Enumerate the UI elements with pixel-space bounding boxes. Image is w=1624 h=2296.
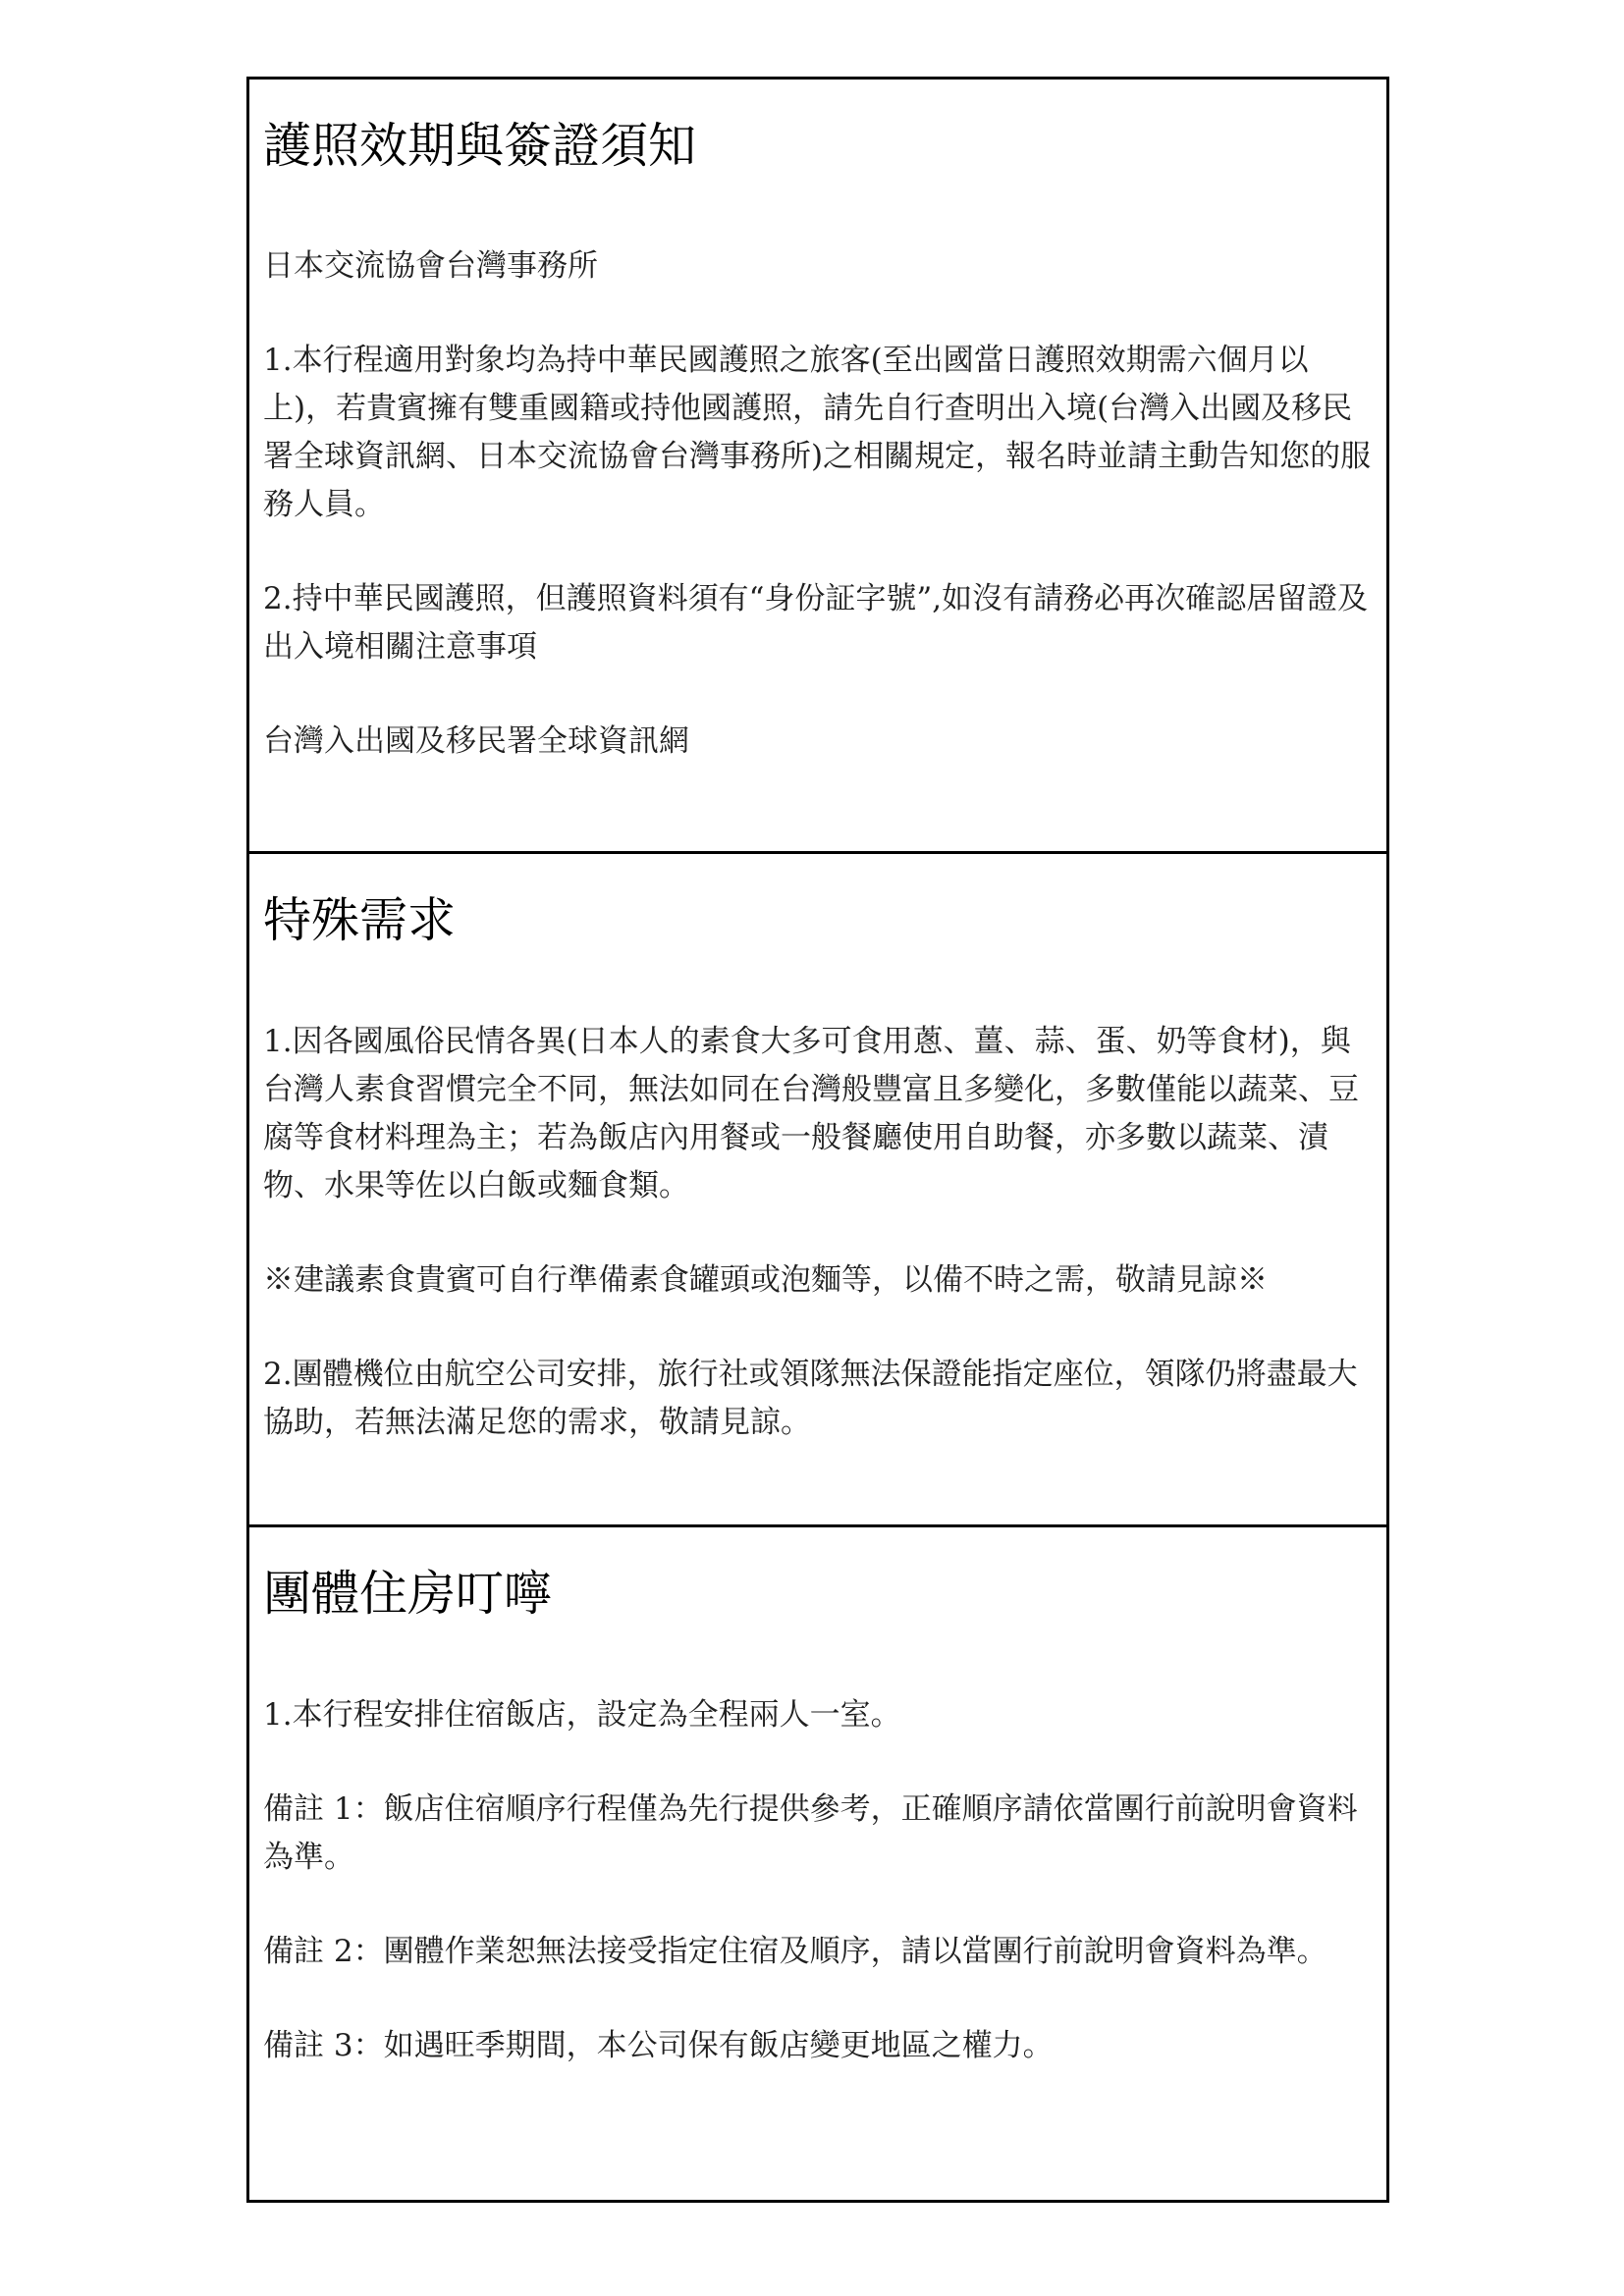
paragraph: 1.本行程安排住宿飯店，設定為全程兩人一室。 xyxy=(263,1697,901,1733)
passport-visa-section xyxy=(249,80,1386,854)
section-title: 團體住房叮嚀 xyxy=(263,1566,553,1622)
special-requests-section xyxy=(249,854,1386,1527)
section-title: 護照效期與簽證須知 xyxy=(263,118,697,174)
paragraph: 備註 3：如遇旺季期間，本公司保有飯店變更地區之權力。 xyxy=(263,2028,1054,2063)
group-rooming-section xyxy=(249,1527,1386,2200)
paragraph: 1.因各國風俗民情各異(日本人的素食大多可食用蔥、薑、蒜、蛋、奶等食材)，與台灣人素食習慣完全不同，無法如同在台灣般豐富且多變化，多數僅能以蔬菜、豆腐等食材料理為主；若為飯店內用餐或一般餐廳使用自助餐，亦多數以蔬菜、漬物、水果等佐以白飯或麵食類。 xyxy=(263,1024,1359,1203)
paragraph: 2.持中華民國護照，但護照資料須有“身份証字號”,如沒有請務必再次確認居留證及出入境相關注意事項 xyxy=(263,581,1369,665)
paragraph: 備註 2：團體作業恕無法接受指定住宿及順序，請以當團行前說明會資料為準。 xyxy=(263,1934,1327,1969)
paragraph: 1.本行程適用對象均為持中華民國護照之旅客(至出國當日護照效期需六個月以上)，若貴賓擁有雙重國籍或持他國護照，請先自行查明出入境(台灣入出國及移民署全球資訊網、日本交流協會台灣事務所)之相關規定，報名時並請主動告知您的服務人員。 xyxy=(263,343,1372,522)
paragraph: 2.團體機位由航空公司安排，旅行社或領隊無法保證能指定座位，領隊仍將盡最大協助，若無法滿足您的需求，敬請見諒。 xyxy=(263,1357,1358,1440)
paragraph: 日本交流協會台灣事務所 xyxy=(263,248,598,284)
paragraph: ※建議素食貴賓可自行準備素食罐頭或泡麵等，以備不時之需，敬請見諒※ xyxy=(263,1262,1268,1298)
section-title: 特殊需求 xyxy=(263,892,457,948)
paragraph: 備註 1：飯店住宿順序行程僅為先行提供參考，正確順序請依當團行前說明會資料為準。 xyxy=(263,1791,1358,1875)
document-frame xyxy=(246,77,1389,2203)
paragraph: 台灣入出國及移民署全球資訊網 xyxy=(263,723,689,759)
